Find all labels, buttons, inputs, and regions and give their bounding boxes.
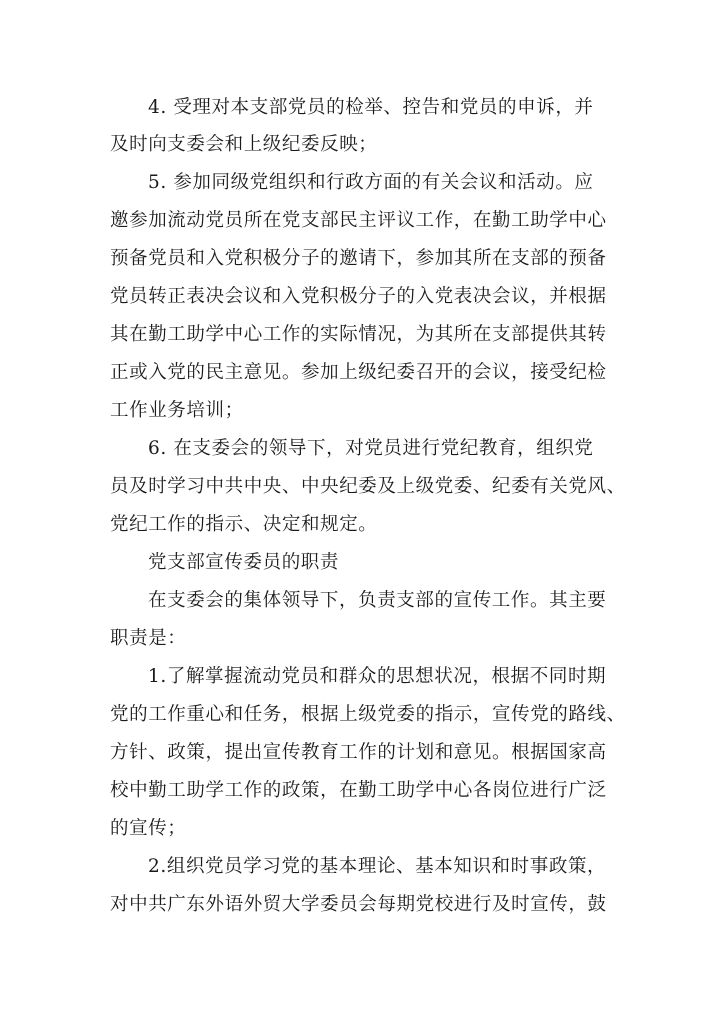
paragraph-line: 在支委会的集体领导下，负责支部的宣传工作。其主要 (148, 590, 607, 611)
paragraph-line: 其在勤工助学中心工作的实际情况，为其所在支部提供其转 (110, 324, 607, 345)
paragraph-line: 对中共广东外语外贸大学委员会每期党校进行及时宣传，鼓 (110, 894, 607, 915)
section-heading: 党支部宣传委员的职责 (148, 552, 340, 573)
paragraph-line: 6. 在支委会的领导下，对党员进行党纪教育，组织党 (148, 438, 594, 459)
paragraph-line: 党的工作重心和任务，根据上级党委的指示，宣传党的路线、 (110, 704, 626, 725)
paragraph-line: 员及时学习中共中央、中央纪委及上级党委、纪委有关党风、 (110, 476, 626, 497)
paragraph-line: 方针、政策，提出宣传教育工作的计划和意见。根据国家高 (110, 742, 607, 763)
paragraph-line: 及时向支委会和上级纪委反映； (110, 134, 378, 155)
paragraph-line: 预备党员和入党积极分子的邀请下，参加其所在支部的预备 (110, 248, 607, 269)
paragraph-line: 党员转正表决会议和入党积极分子的入党表决会议，并根据 (110, 286, 607, 307)
paragraph-line: 2.组织党员学习党的基本理论、基本知识和时事政策， (148, 856, 607, 877)
paragraph-line: 1.了解掌握流动党员和群众的思想状况，根据不同时期 (148, 666, 607, 687)
paragraph-line: 4. 受理对本支部党员的检举、控告和党员的申诉，并 (148, 97, 594, 118)
paragraph-line: 党纪工作的指示、决定和规定。 (110, 514, 378, 535)
paragraph-line: 校中勤工助学工作的政策，在勤工助学中心各岗位进行广泛 (110, 780, 607, 801)
paragraph-line: 5. 参加同级党组织和行政方面的有关会议和活动。应 (148, 172, 594, 193)
paragraph-line: 的宣传； (110, 818, 187, 839)
paragraph-line: 工作业务培训； (110, 400, 244, 421)
paragraph-line: 职责是： (110, 628, 187, 649)
paragraph-line: 正或入党的民主意见。参加上级纪委召开的会议，接受纪检 (110, 362, 607, 383)
paragraph-line: 邀参加流动党员所在党支部民主评议工作，在勤工助学中心 (110, 210, 607, 231)
